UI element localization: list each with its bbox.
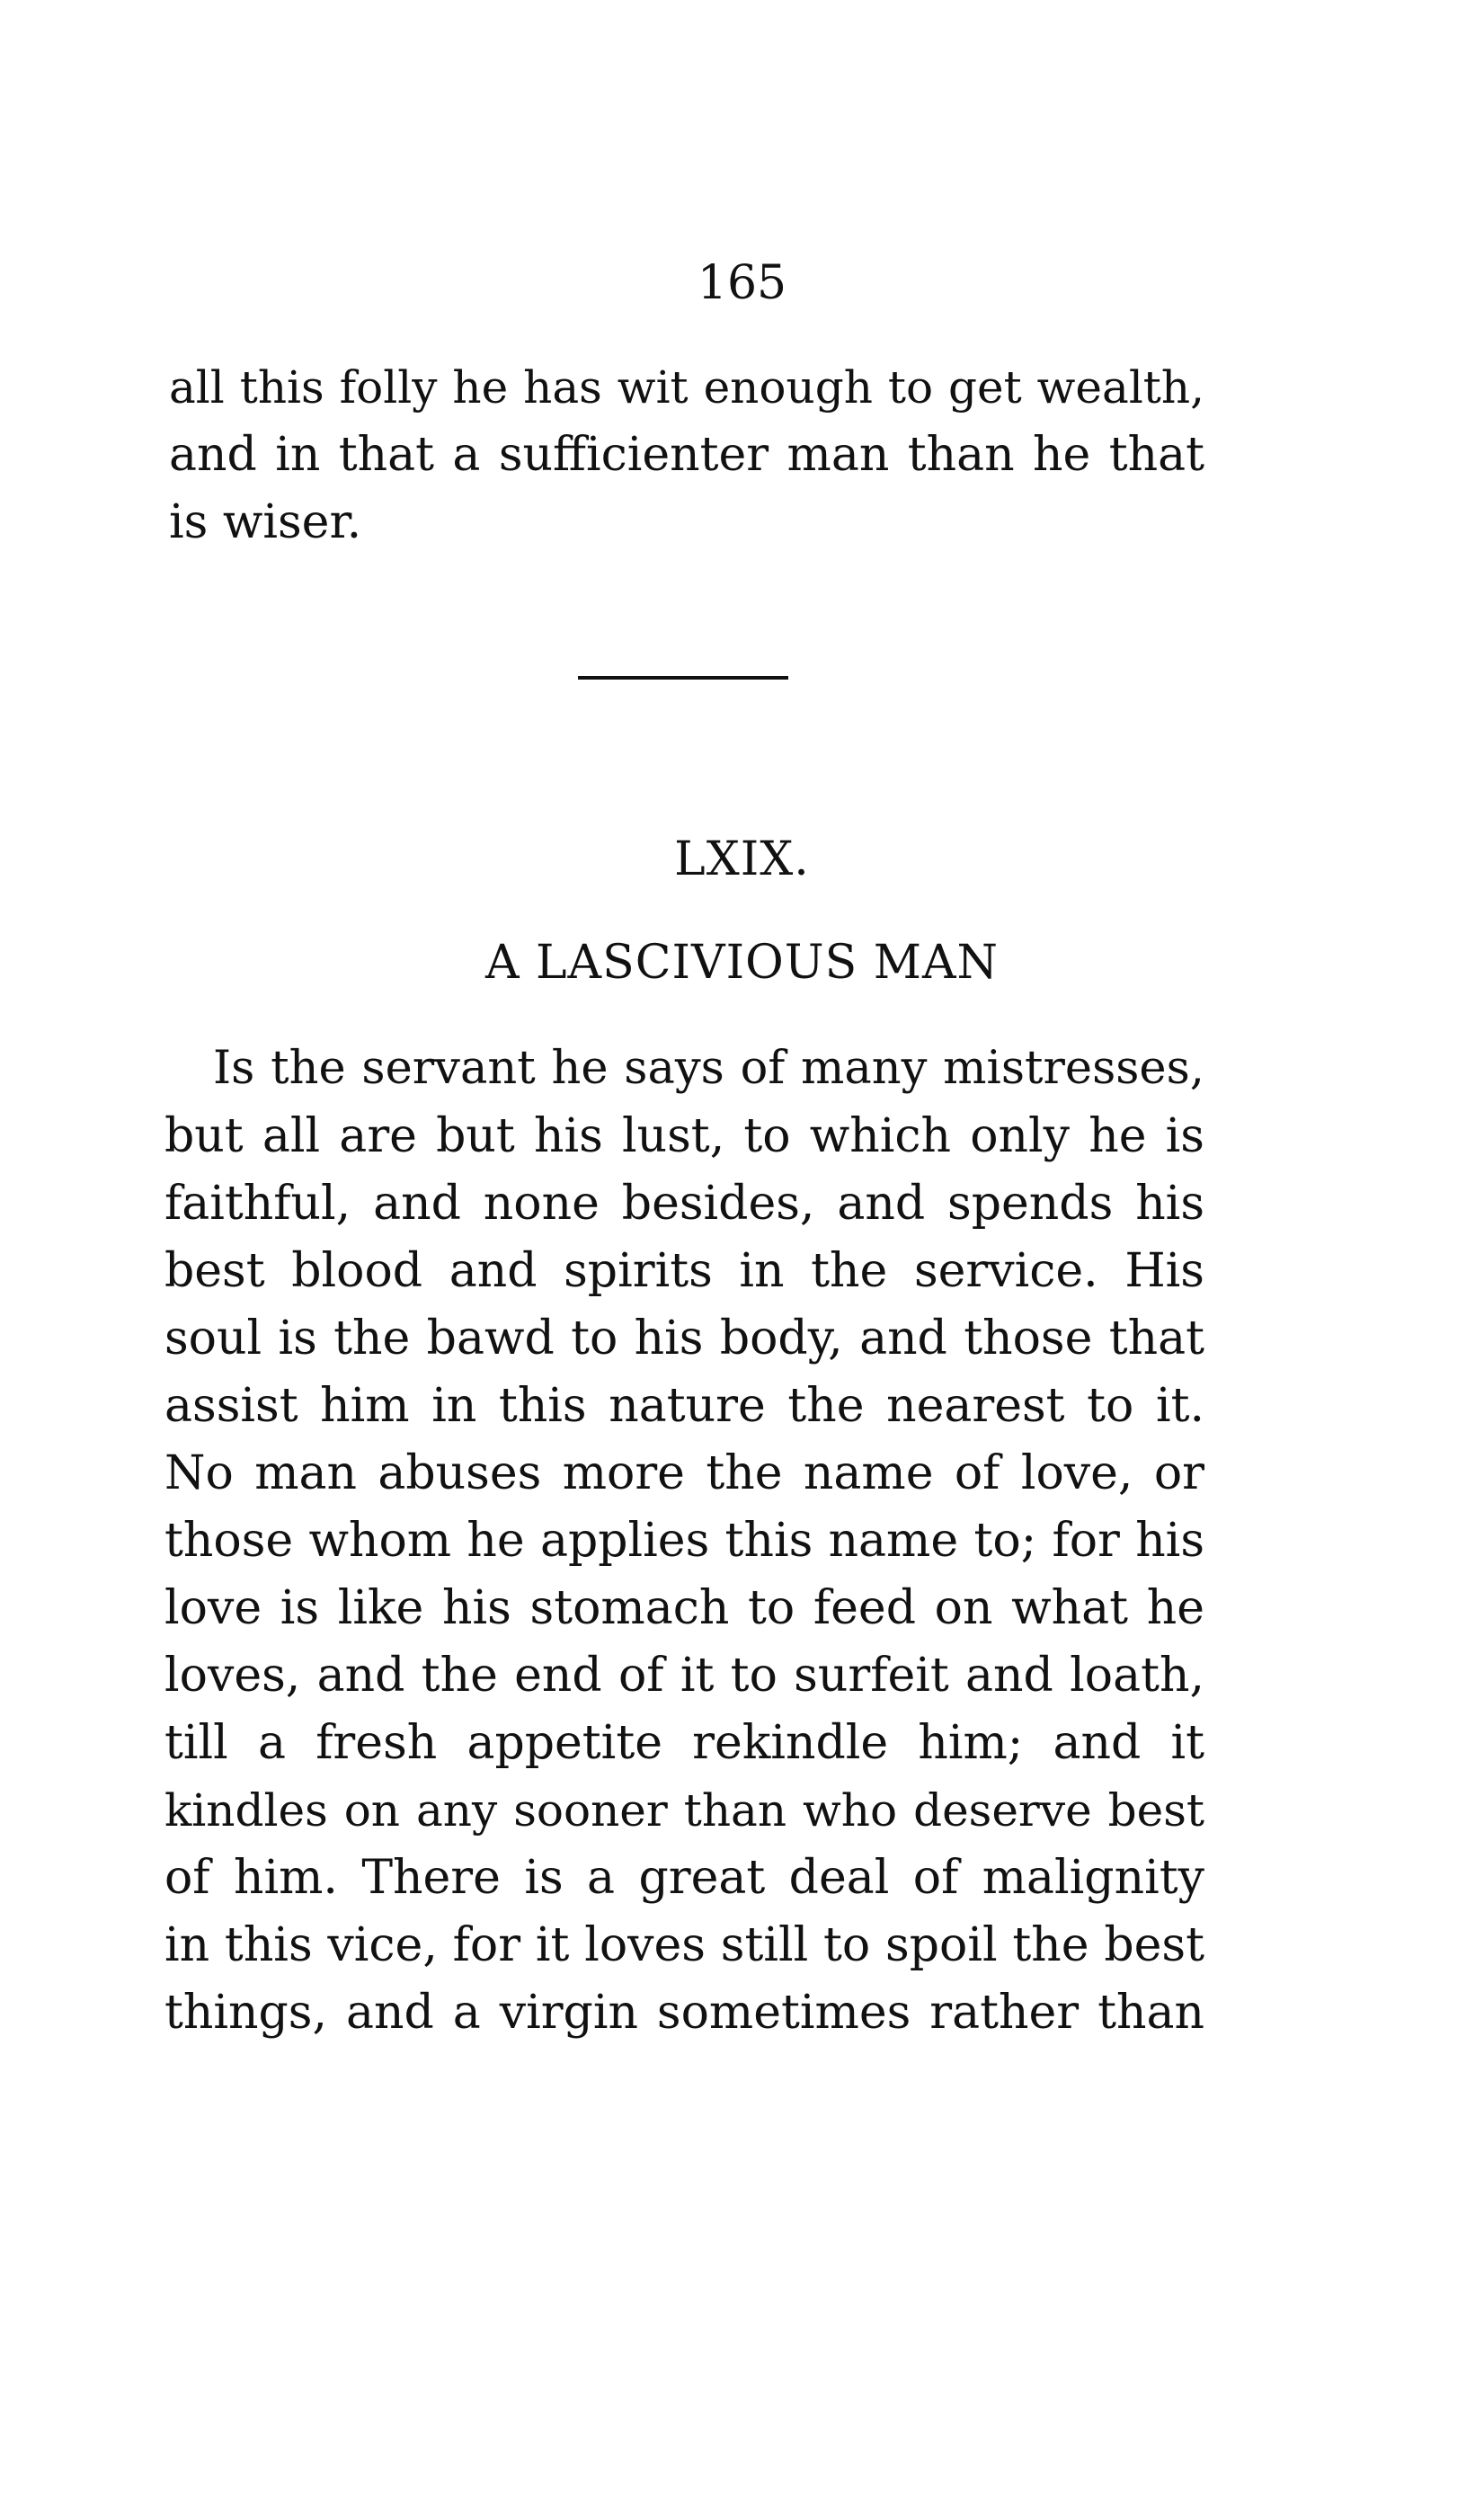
text-line: loves, and the end of it to surfeit and loath, bbox=[164, 1649, 1204, 1703]
text-line: of him. There is a great deal of malignity bbox=[164, 1851, 1204, 1905]
text-line: but all are but his lust, to which only he is bbox=[164, 1109, 1204, 1163]
text-line: things, and a virgin sometimes rather than bbox=[164, 1986, 1204, 2040]
text-line: assist him in this nature the nearest to it. bbox=[164, 1379, 1204, 1433]
chapter-title: A LASCIVIOUS MAN bbox=[484, 936, 1000, 990]
text-line: is wiser. bbox=[169, 495, 362, 549]
text-line: soul is the bawd to his body, and those that bbox=[164, 1312, 1204, 1365]
section-divider bbox=[578, 676, 788, 680]
text-line: till a fresh appetite rekindle him; and it bbox=[164, 1716, 1204, 1770]
text-line: and in that a sufficienter man than he that bbox=[169, 428, 1204, 482]
text-line: kindles on any sooner than who deserve best bbox=[164, 1784, 1204, 1837]
text-line: in this vice, for it loves still to spoil the best bbox=[164, 1918, 1204, 1972]
text-line: faithful, and none besides, and spends his bbox=[164, 1177, 1204, 1231]
text-line: love is like his stomach to feed on what he bbox=[164, 1581, 1204, 1635]
text-line: Is the servant he says of many mistresses, bbox=[213, 1042, 1204, 1095]
text-line: No man abuses more the name of love, or bbox=[164, 1446, 1204, 1500]
text-line: best blood and spirits in the service. His bbox=[164, 1244, 1204, 1298]
page-number: 165 bbox=[697, 256, 787, 310]
chapter-numeral: LXIX. bbox=[674, 832, 810, 886]
text-line: all this folly he has wit enough to get wealth, bbox=[169, 361, 1204, 414]
text-line: those whom he applies this name to; for his bbox=[164, 1514, 1204, 1568]
